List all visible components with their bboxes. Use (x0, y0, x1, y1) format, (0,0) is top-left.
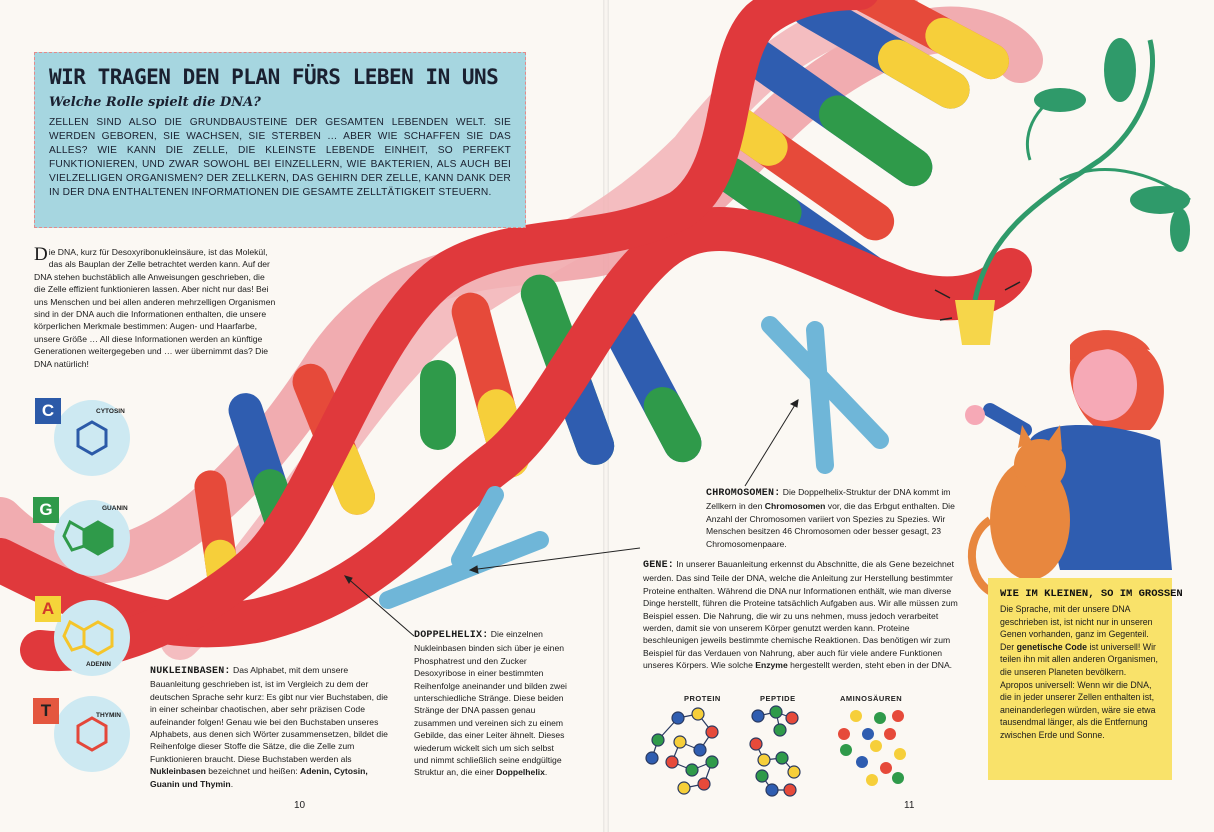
base-name-guanin: GUANIN (102, 505, 128, 512)
sidebar-box (988, 578, 1183, 780)
cat-illustration (972, 425, 1070, 595)
gene-text-1: In unserer Bauanleitung erkennst du Abschnitte, die als Gene bezeichnet werden. Das sind Teile der DNA, welche die Anleitung zur Herstellung bestimmter Proteine enthalten. Während die DNA nur Informationen enthält, wie man diverse Dinge herstellt, führen die Proteine tatsächlich Aufgaben aus. Wir alle müssen zum Beispiel essen. Die Nahrung, die wir zu uns nehmen, muss jedoch verarbeitet werden, damit sie von unserem Körper genutzt werden kann. Proteine beschleunigen jeweils bestimmte chemische Reaktionen. Das benötigen wir zum Beispiel für das Verdauen von Nahrung, aber auch für viele andere Funktionen unseres Körpers. Wie solche (643, 559, 958, 671)
gene-text-2: hergestellt werden, steht eben in der DNA. (787, 660, 953, 671)
chromosomen-paragraph (706, 486, 968, 550)
base-name-thymin: THYMIN (96, 712, 121, 719)
doppelhelix-heading: DOPPELHELIX: (414, 630, 489, 641)
gene-heading: GENE: (643, 560, 675, 571)
nukleinbasen-text-2: bezeichnet und heißen: (205, 766, 301, 777)
guanin-molecule-icon (84, 522, 112, 554)
plant-illustration (935, 38, 1190, 345)
base-tile-g: G (33, 497, 59, 523)
nukleinbasen-bold-1: Nukleinbasen (150, 766, 206, 777)
thymin-circle (54, 696, 130, 772)
sidebar-text (1000, 603, 1160, 742)
chromosomen-text-2: vor, die das Erbgut enthalten. Die Anzahl der Chromosomen variiert von Spezies zu Spezies. Wir Menschen besitzen 46 Chromosomen oder besser gesagt, 23 Chromosomenpaare. (706, 501, 955, 549)
peptide-label: PEPTIDE (760, 694, 796, 703)
intro-paragraph (34, 246, 276, 370)
nukleinbasen-text-1: Das Alphabet, mit dem unsere Bauanleitung geschrieben ist, ist im Vergleich zu dem der deutschen Sprache sehr kurz: Es gibt nur vier Buchstaben, die in einer scheinbar chaotischen, aber sehr präzisen Code aufeinander folgen! Genau wie bei den Buchstaben unseres Alphabets, aus denen sich Wörter zusammensetzen, bildet die Reihenfolge dieser Stoffe die Sätze, die die Zelle zum Funktionieren braucht. Diese Buchstaben werden als (150, 665, 388, 764)
page-title: WIR TRAGEN DEN PLAN FÜRS LEBEN IN UNS (49, 65, 499, 89)
doppelhelix-bold-1: Doppelhelix (496, 767, 545, 778)
nukleinbasen-bold-2: Adenin, Cytosin, Guanin und Thymin (150, 766, 368, 789)
aminosaeuren-diagram (838, 710, 906, 786)
aminosaeuren-label: AMINOSÄUREN (840, 694, 903, 703)
peptide-diagram (750, 706, 800, 796)
base-name-adenin: ADENIN (86, 661, 111, 668)
chromosomen-bold-1: Chromosomen (764, 501, 826, 512)
chromosome-upper (770, 325, 880, 465)
base-tile-c: C (35, 398, 61, 424)
sidebar-title: WIE IM KLEINEN, SO IM GROSSEN (1000, 588, 1183, 600)
nukleinbasen-text-3: . (230, 778, 234, 789)
page-number-left: 10 (294, 800, 306, 811)
page-subtitle: Welche Rolle spielt die DNA? (49, 95, 261, 110)
protein-diagram (646, 708, 718, 794)
doppelhelix-text-1: Die einzelnen Nukleinbasen binden sich über je einen Phosphatrest und den Zucker Desoxyribose in einer bestimmten Reihenfolge aneinander und bilden zwei unterschiedliche Stränge. Diese beiden Stränge der DNA passen genau zusammen und vereinen sich zu einem Gebilde, das einer Leiter ähnelt. Dieses wiederum wickelt sich um sich selbst und nimmt schließlich seine endgültige Struktur an, die einer (414, 629, 567, 778)
sidebar-text-1: Die Sprache, mit der unsere DNA geschrieben ist, ist nicht nur in unseren Genen vorhanden, ganz im Gegenteil. Der (1000, 604, 1153, 652)
gene-bold-1: Enzyme (755, 660, 788, 671)
gene-paragraph (643, 558, 960, 672)
nukleinbasen-paragraph (150, 664, 394, 790)
base-name-cytosin: CYTOSIN (96, 408, 125, 415)
header-body-text: ZELLEN SIND ALSO DIE GRUNDBAUSTEINE DER GESAMTEN LEBENDEN WELT. SIE WERDEN GEBOREN, SIE WACHSEN, SIE STERBEN … ABER WIE SCHAFFEN SIE DAS ALLES? WIE KANN DIE ZELLE, DIE KLEINSTE LEBENDE EINHEIT, SO PERFEKT FUNKTIONIEREN, UND ZWAR SOWOHL BEI EINZELLERN, WIE BAKTERIEN, ALS AUCH BEI VIELZELLIGEN ORGANISMEN? DER ZELLKERN, DAS GEHIRN DER ZELLE, KANN DANK DER IN DER DNA ENTHALTENEN INFORMATIONEN DIE GESAMTE ZELLTÄTIGKEIT STEUERN. (49, 117, 511, 198)
protein-label: PROTEIN (684, 694, 721, 703)
page-number-right: 11 (904, 800, 915, 811)
chromosomen-text-1: Die Doppelhelix-Struktur der DNA kommt im Zellkern in den (706, 487, 951, 512)
intro-text: ie DNA, kurz für Desoxyribonukleinsäure, ist das Molekül, das als Bauplan der Zelle betrachtet werden kann. Auf der DNA stehen buchstäblich alle Anweisungen geschrieben, die die Zelle effizient funktionieren lassen. Aber nicht nur das! Bei uns Menschen und bei allen anderen mehrzelligen Organismen sind in der DNA auch die Informationen enthalten, die unsere körperlichen Merkmale bestimmen: Augen- und Haarfarbe, unsere Größe … All diese Informationen werden an künftige Generationen weitergegeben und … wer übernimmt das? Die DNA natürlich! (34, 247, 276, 369)
base-tile-a: A (35, 596, 61, 622)
chromosomen-heading: CHROMOSOMEN: (706, 488, 781, 499)
nukleinbasen-heading: NUKLEINBASEN: (150, 666, 231, 677)
sidebar-bold-1: genetische Code (1016, 641, 1088, 652)
doppelhelix-paragraph (414, 628, 570, 779)
intro-dropcap: D (34, 244, 48, 265)
doppelhelix-text-2: . (544, 767, 548, 778)
base-tile-t: T (33, 698, 59, 724)
molecule-diagrams (640, 704, 920, 800)
header-box (34, 52, 526, 228)
sidebar-text-2: ist universell! Wir teilen ihn mit allen anderen Organismen, die unseren Planeten bevölkern. Apropos universell: Wenn wir die DNA, die in jeder unserer Zellen enthalten ist, aneinanderlegen würden, wäre sie etwa tausendmal länger, als die Entfernung zwischen Erde und Sonne. (1000, 641, 1158, 740)
